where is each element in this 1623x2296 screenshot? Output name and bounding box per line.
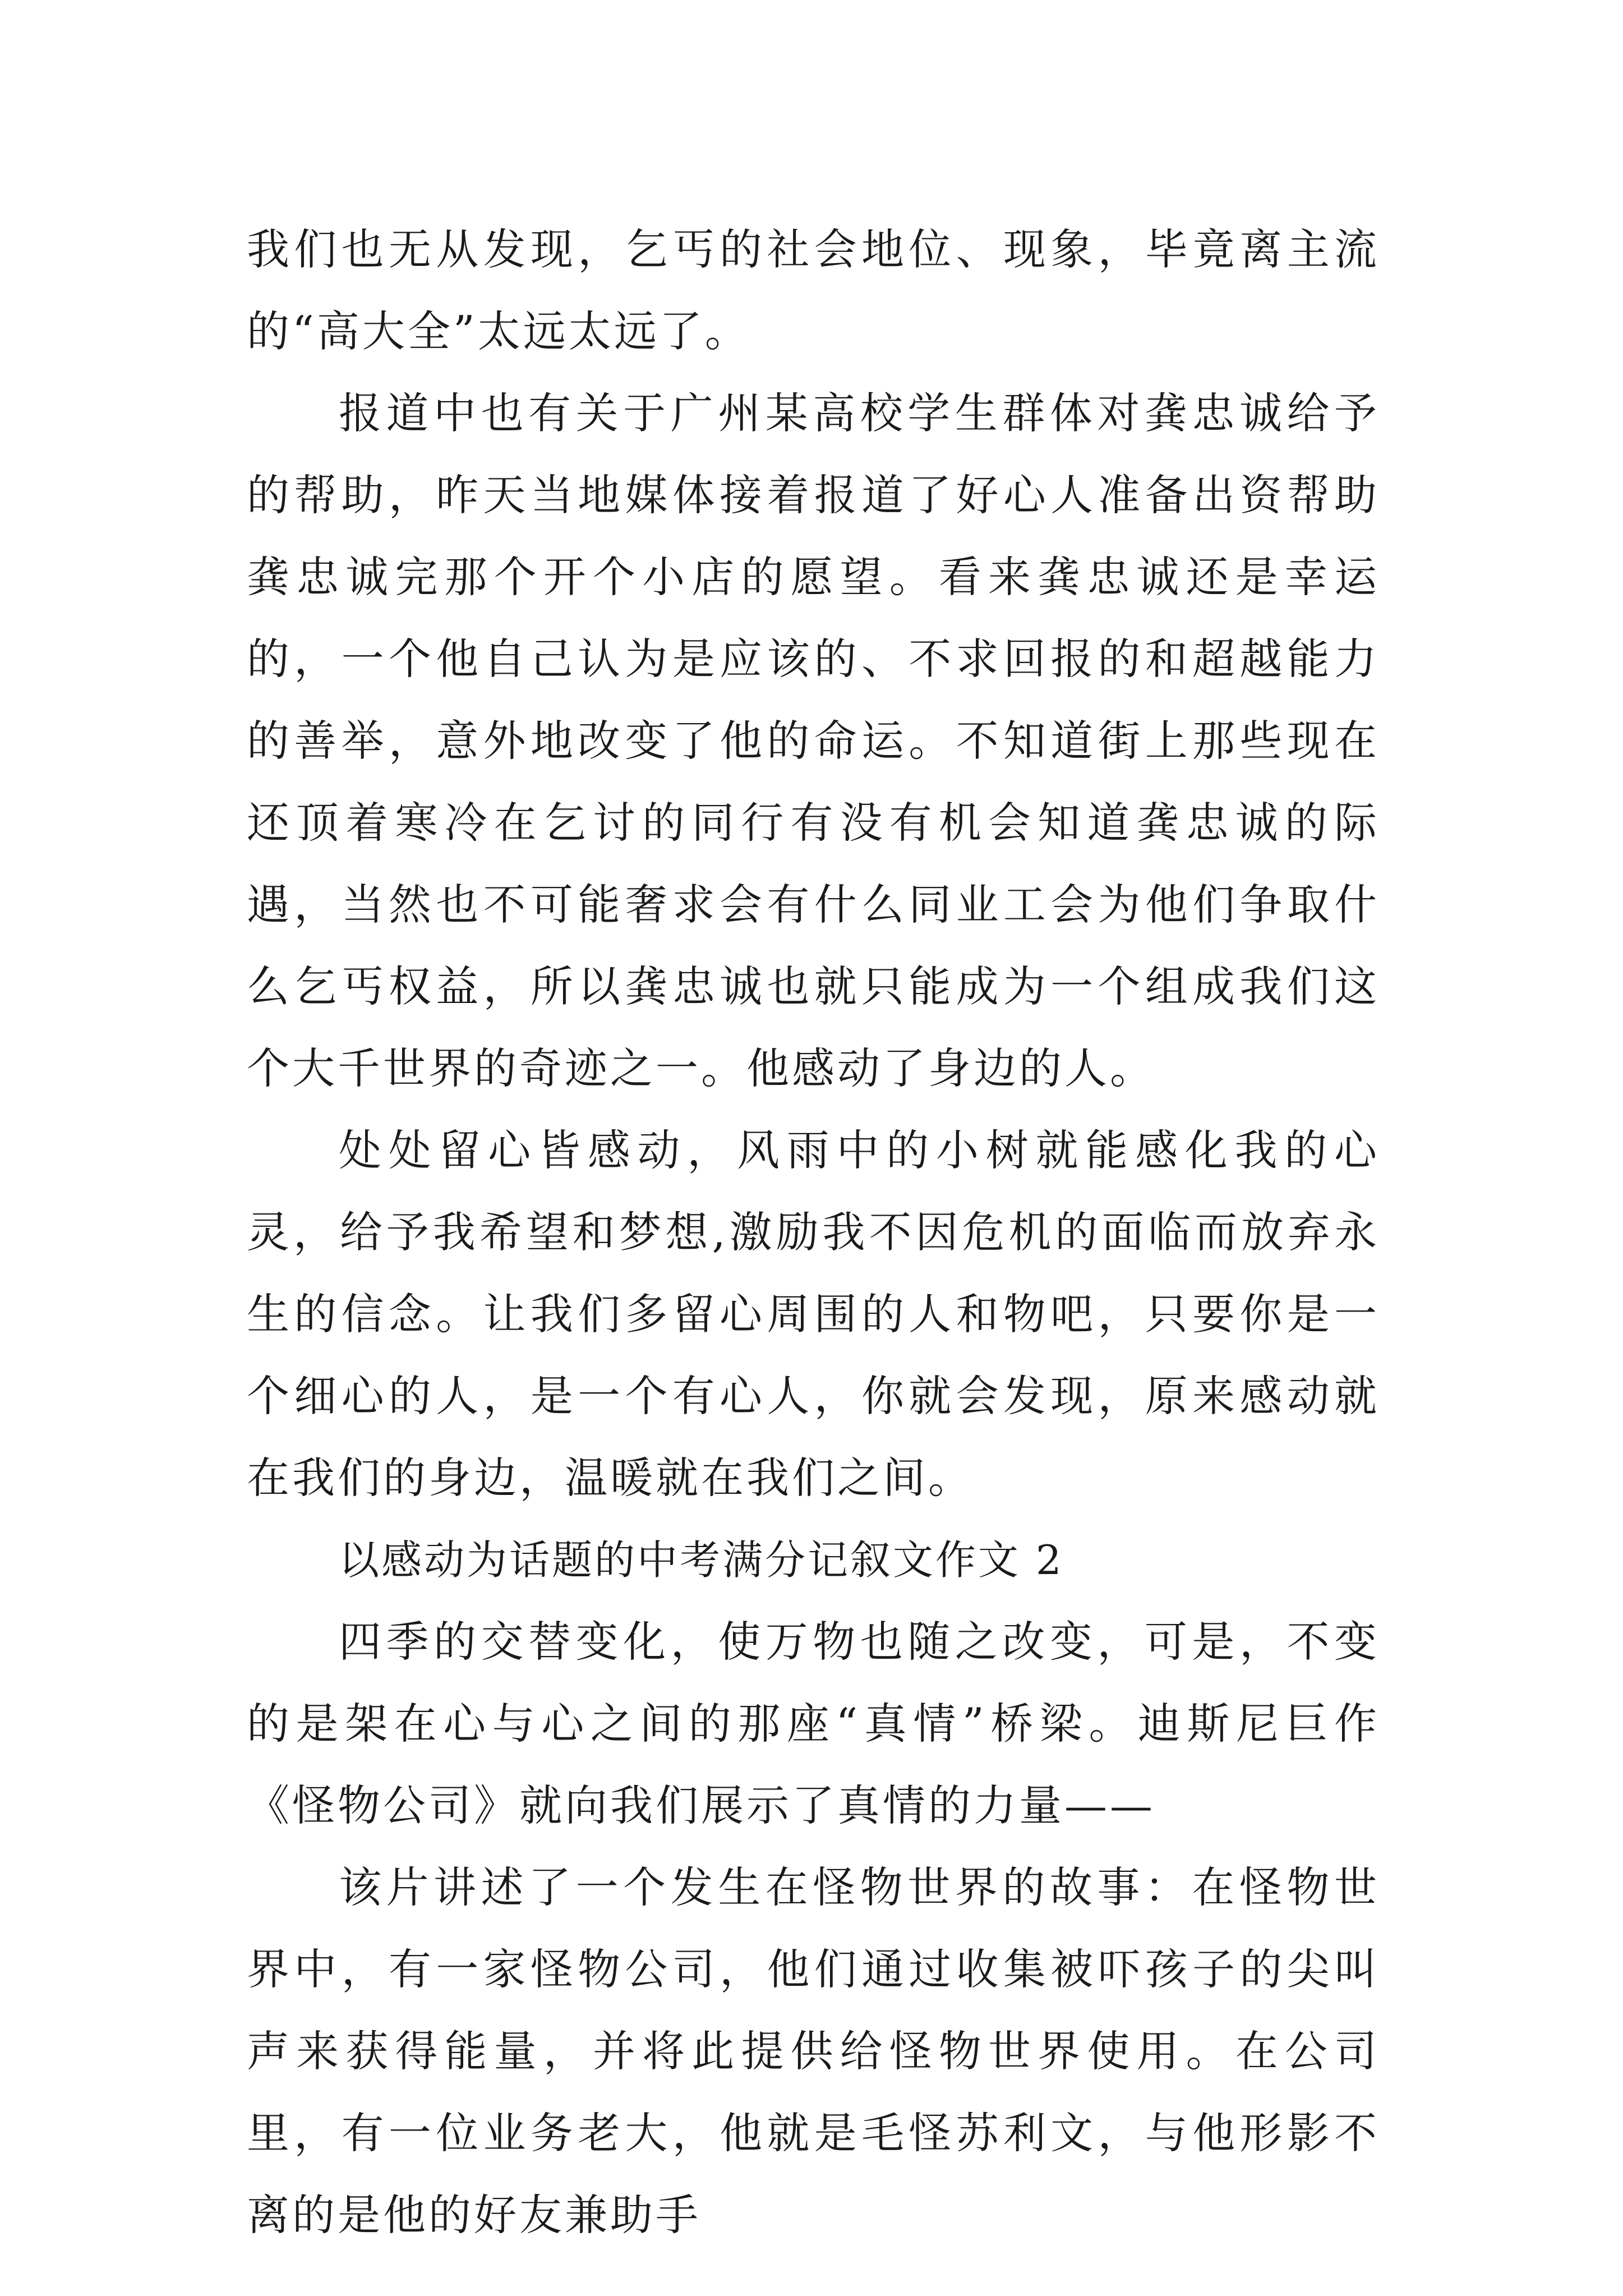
- paragraph-2: 报道中也有关于广州某高校学生群体对龚忠诚给予的帮助，昨天当地媒体接着报道了好心人准备出资帮助龚忠诚完那个开个小店的愿望。看来龚忠诚还是幸运的，一个他自己认为是应该的、不求回报的和超越能力的善举，意外地改变了他的命运。不知道街上那些现在还顶着寒冷在乞讨的同行有没有机会知道龚忠诚的际遇，当然也不可能奢求会有什么同业工会为他们争取什么乞丐权益，所以龚忠诚也就只能成为一个组成我们这个大千世界的奇迹之一。他感动了身边的人。: [247, 388, 1380, 1093]
- paragraph-4: 四季的交替变化，使万物也随之改变，可是，不变的是架在心与心之间的那座“真情”桥梁。迪斯尼巨作《怪物公司》就向我们展示了真情的力量——: [247, 1617, 1380, 1830]
- paragraph-1: 我们也无从发现，乞丐的社会地位、现象，毕竟离主流的“高大全”太远太远了。: [247, 224, 1380, 356]
- section-title: 以感动为话题的中考满分记叙文作文 2: [339, 1536, 1064, 1584]
- paragraph-3: 处处留心皆感动，风雨中的小树就能感化我的心灵，给予我希望和梦想,激励我不因危机的面临而放弃永生的信念。让我们多留心周围的人和物吧，只要你是一个细心的人，是一个有心人，你就会发现，原来感动就在我们的身边，温暖就在我们之间。: [247, 1125, 1380, 1503]
- document-page: [247, 209, 1380, 2256]
- paragraph-5: 该片讲述了一个发生在怪物世界的故事：在怪物世界中，有一家怪物公司，他们通过收集被吓孩子的尖叫声来获得能量，并将此提供给怪物世界使用。在公司里，有一位业务老大，他就是毛怪苏利文，与他形影不离的是他的好友兼助手: [247, 1862, 1380, 2240]
